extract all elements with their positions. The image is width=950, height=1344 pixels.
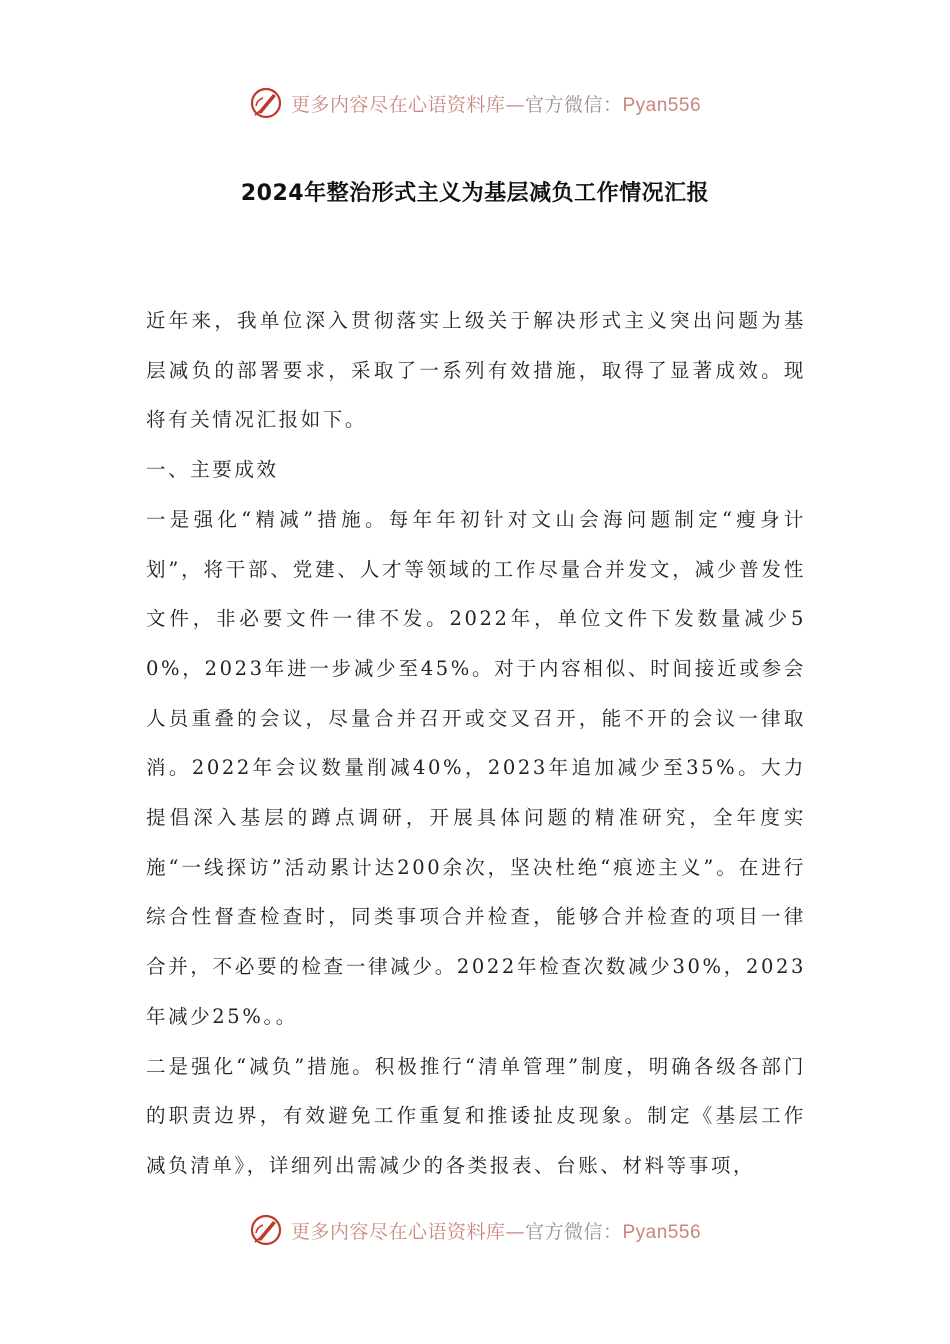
document-title: 2024年整治形式主义为基层减负工作情况汇报 [240,181,710,206]
paragraph-item-1: 一是强化“精减”措施。每年年初针对文山会海问题制定“瘦身计划”，将干部、党建、人才等领域的工作尽量合并发文，减少普发性文件，非必要文件一律不发。2022年，单位文件下发数量减少50%，2023年进一步减少至45%。对于内容相似、时间接近或参会人员重叠的会议，尽量合并召开或交叉召开，能不开的会议一律取消。2022年会议数量削减40%，2023年追加减少至35%。大力提倡深入基层的蹲点调研，开展具体问题的精准研究，全年度实施“一线探访”活动累计达200余次，坚决杜绝“痕迹主义”。在进行综合性督查检查时，同类事项合并检查，能够合并检查的项目一律合并，不必要的检查一律减少。2022年检查次数减少30%，2023年减少25%。。 [146,507,806,1028]
quill-logo-icon [249,1213,283,1247]
section-heading: 一、主要成效 [146,458,279,482]
banner-dash: — [505,93,525,116]
banner-main-text: 更多内容尽在心语资料库 [290,1220,506,1243]
banner-wechat-id: Pyan556 [622,94,702,116]
banner-main-text: 更多内容尽在心语资料库 [290,93,506,116]
banner-wechat-id: Pyan556 [622,1221,702,1243]
paragraph-intro: 近年来，我单位深入贯彻落实上级关于解决形式主义突出问题为基层减负的部署要求，采取了一系列有效措施，取得了显著成效。现将有关情况汇报如下。 [146,309,806,432]
document-body [146,296,806,1191]
header-watermark-banner [0,83,950,123]
quill-logo-icon [249,86,283,120]
banner-official-label: 官方微信： [524,1220,623,1243]
banner-official-label: 官方微信： [524,93,623,116]
banner-dash: — [505,1220,525,1243]
footer-watermark-banner [0,1210,950,1250]
paragraph-item-2: 二是强化“减负”措施。积极推行“清单管理”制度，明确各级各部门的职责边界，有效避免工作重复和推诿扯皮现象。制定《基层工作减负清单》，详细列出需减少的各类报表、台账、材料等事项， [146,1054,806,1177]
